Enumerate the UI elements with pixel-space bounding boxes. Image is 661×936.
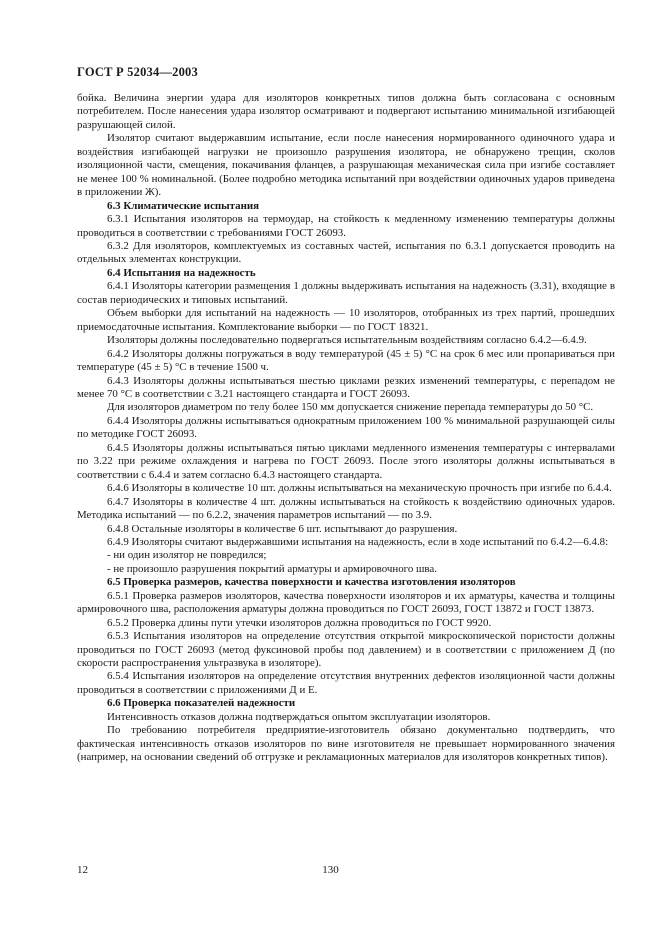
section-heading: 6.6 Проверка показателей надежности bbox=[107, 697, 296, 710]
paragraph: 6.4.4 Изоляторы должны испытываться однократным приложением 100 % минимальной разрушающей силы по методике ГОСТ 26093. bbox=[77, 414, 615, 441]
paragraph: 6.4.2 Изоляторы должны погружаться в воду температурой (45 ± 5) °С на срок 6 мес или пропариваться при температуре (45 ± 5) °С в течение 1500 ч. bbox=[77, 347, 615, 374]
paragraph: 6.5.4 Испытания изоляторов на определение отсутствия внутренних дефектов изоляционной части должны проводиться в соответствии с приложениями Д и Е. bbox=[77, 670, 615, 696]
paragraph: 6.4.7 Изоляторы в количестве 4 шт. должны испытываться на стойкость к воздействию одиночных ударов. Методика испытаний — по 6.2.2, значения параметров испытаний — по 3.9. bbox=[77, 495, 615, 522]
center-page-number: 130 bbox=[322, 864, 339, 876]
paragraph: 6.4.9 Изоляторы считают выдержавшими испытания на надежность, если в ходе испытаний по 6.4.2—6.4.8: bbox=[107, 535, 609, 548]
paragraph: 6.4.6 Изоляторы в количестве 10 шт. должны испытываться на механическую прочность при изгибе по 6.4.4. bbox=[107, 482, 612, 495]
paragraph: 6.5.2 Проверка длины пути утечки изоляторов должна проводиться по ГОСТ 9920. bbox=[107, 616, 492, 629]
paragraph: 6.5.3 Испытания изоляторов на определение отсутствия открытой микроскопической пористости должны проводиться по ГОСТ 26093 (метод фуксиновой пробы под давлением) и в соответствии с приложением Д (по скорости распространения ультразвука в изоляторе). bbox=[77, 630, 615, 670]
section-heading: 6.4 Испытания на надежность bbox=[107, 266, 256, 279]
paragraph: 6.4.3 Изоляторы должны испытываться шестью циклами резких изменений температуры, с перепадом не менее 70 °С в соответствии с 3.21 настоящего стандарта и ГОСТ 26093. bbox=[77, 374, 615, 400]
list-item: - не произошло разрушения покрытий арматуры и армировочного шва. bbox=[107, 562, 437, 575]
paragraph: 6.3.2 Для изоляторов, комплектуемых из составных частей, испытания по 6.3.1 допускается проводить на отдельных элементах конструкции. bbox=[77, 239, 615, 266]
paragraph: 6.4.1 Изоляторы категории размещения 1 должны выдерживать испытания на надежность (3.31), входящие в состав периодических и типовых испытаний. bbox=[77, 280, 615, 306]
section-heading: 6.3 Климатические испытания bbox=[107, 199, 260, 212]
paragraph: 6.5.1 Проверка размеров изоляторов, качества поверхности изоляторов и их арматуры, качества и толщины армировочного шва, расположения арматуры должна проводиться по ГОСТ 26093, ГОСТ 13872 и ГОСТ 13873. bbox=[77, 589, 615, 616]
paragraph: Для изоляторов диаметром по телу более 150 мм допускается снижение перепада температуры до 50 °С. bbox=[107, 401, 594, 414]
document-header: ГОСТ Р 52034—2003 bbox=[77, 65, 198, 79]
paragraph: Объем выборки для испытаний на надежность — 10 изоляторов, отобранных из трех партий, прошедших приемосдаточные испытания. Комплектование выборки — по ГОСТ 18321. bbox=[77, 307, 615, 333]
paragraph: Интенсивность отказов должна подтверждаться опытом эксплуатации изоляторов. bbox=[107, 710, 491, 723]
page-number: 12 bbox=[77, 864, 88, 876]
paragraph: Изоляторы должны последовательно подвергаться испытательным воздействиям согласно 6.4.2—6.4.9. bbox=[107, 334, 587, 347]
paragraph: бойка. Величина энергии удара для изоляторов конкретных типов должна быть согласована с основным потребителем. После нанесения удара изолятор осматривают и подвергают испытанию минимальной изгибающей разрушающей силой. bbox=[77, 92, 615, 131]
section-heading: 6.5 Проверка размеров, качества поверхности и качества изготовления изоляторов bbox=[107, 576, 516, 589]
list-item: - ни один изолятор не повредился; bbox=[107, 549, 267, 562]
document-body bbox=[77, 92, 615, 765]
paragraph: 6.4.5 Изоляторы должны испытываться пятью циклами медленного изменения температуры с интервалами по 3.22 при режиме охлаждения и нагрева по ГОСТ 26093. После этого изоляторы должны испытываться в соответствии с 6.4.4 и затем согласно 6.4.3 настоящего стандарта. bbox=[77, 441, 615, 481]
paragraph: Изолятор считают выдержавшим испытание, если после нанесения нормированного одиночного удара и воздействия изгибающей нагрузки не произошло разрушения изолятора, не обнаружено трещин, сколов изоляционной части, смещения, покачивания фланцев, а разрушающая механическая сила при изгибе составляет не менее 100 % номинальной. (Более подробно методика испытаний при воздействии одиночных ударов приведена в приложении Ж). bbox=[77, 132, 615, 199]
paragraph: По требованию потребителя предприятие-изготовитель обязано документально подтвердить, что фактическая интенсивность отказов изоляторов по вине изготовителя не превышает нормированного значения (например, на основании сведений об отгрузке и рекламационных материалов для изоляторов конкретных типов). bbox=[77, 724, 615, 764]
paragraph: 6.4.8 Остальные изоляторы в количестве 6 шт. испытывают до разрушения. bbox=[107, 522, 458, 535]
paragraph: 6.3.1 Испытания изоляторов на термоудар, на стойкость к медленному изменению температуры должны проводиться в соответствии с требованиями ГОСТ 26093. bbox=[77, 213, 615, 239]
